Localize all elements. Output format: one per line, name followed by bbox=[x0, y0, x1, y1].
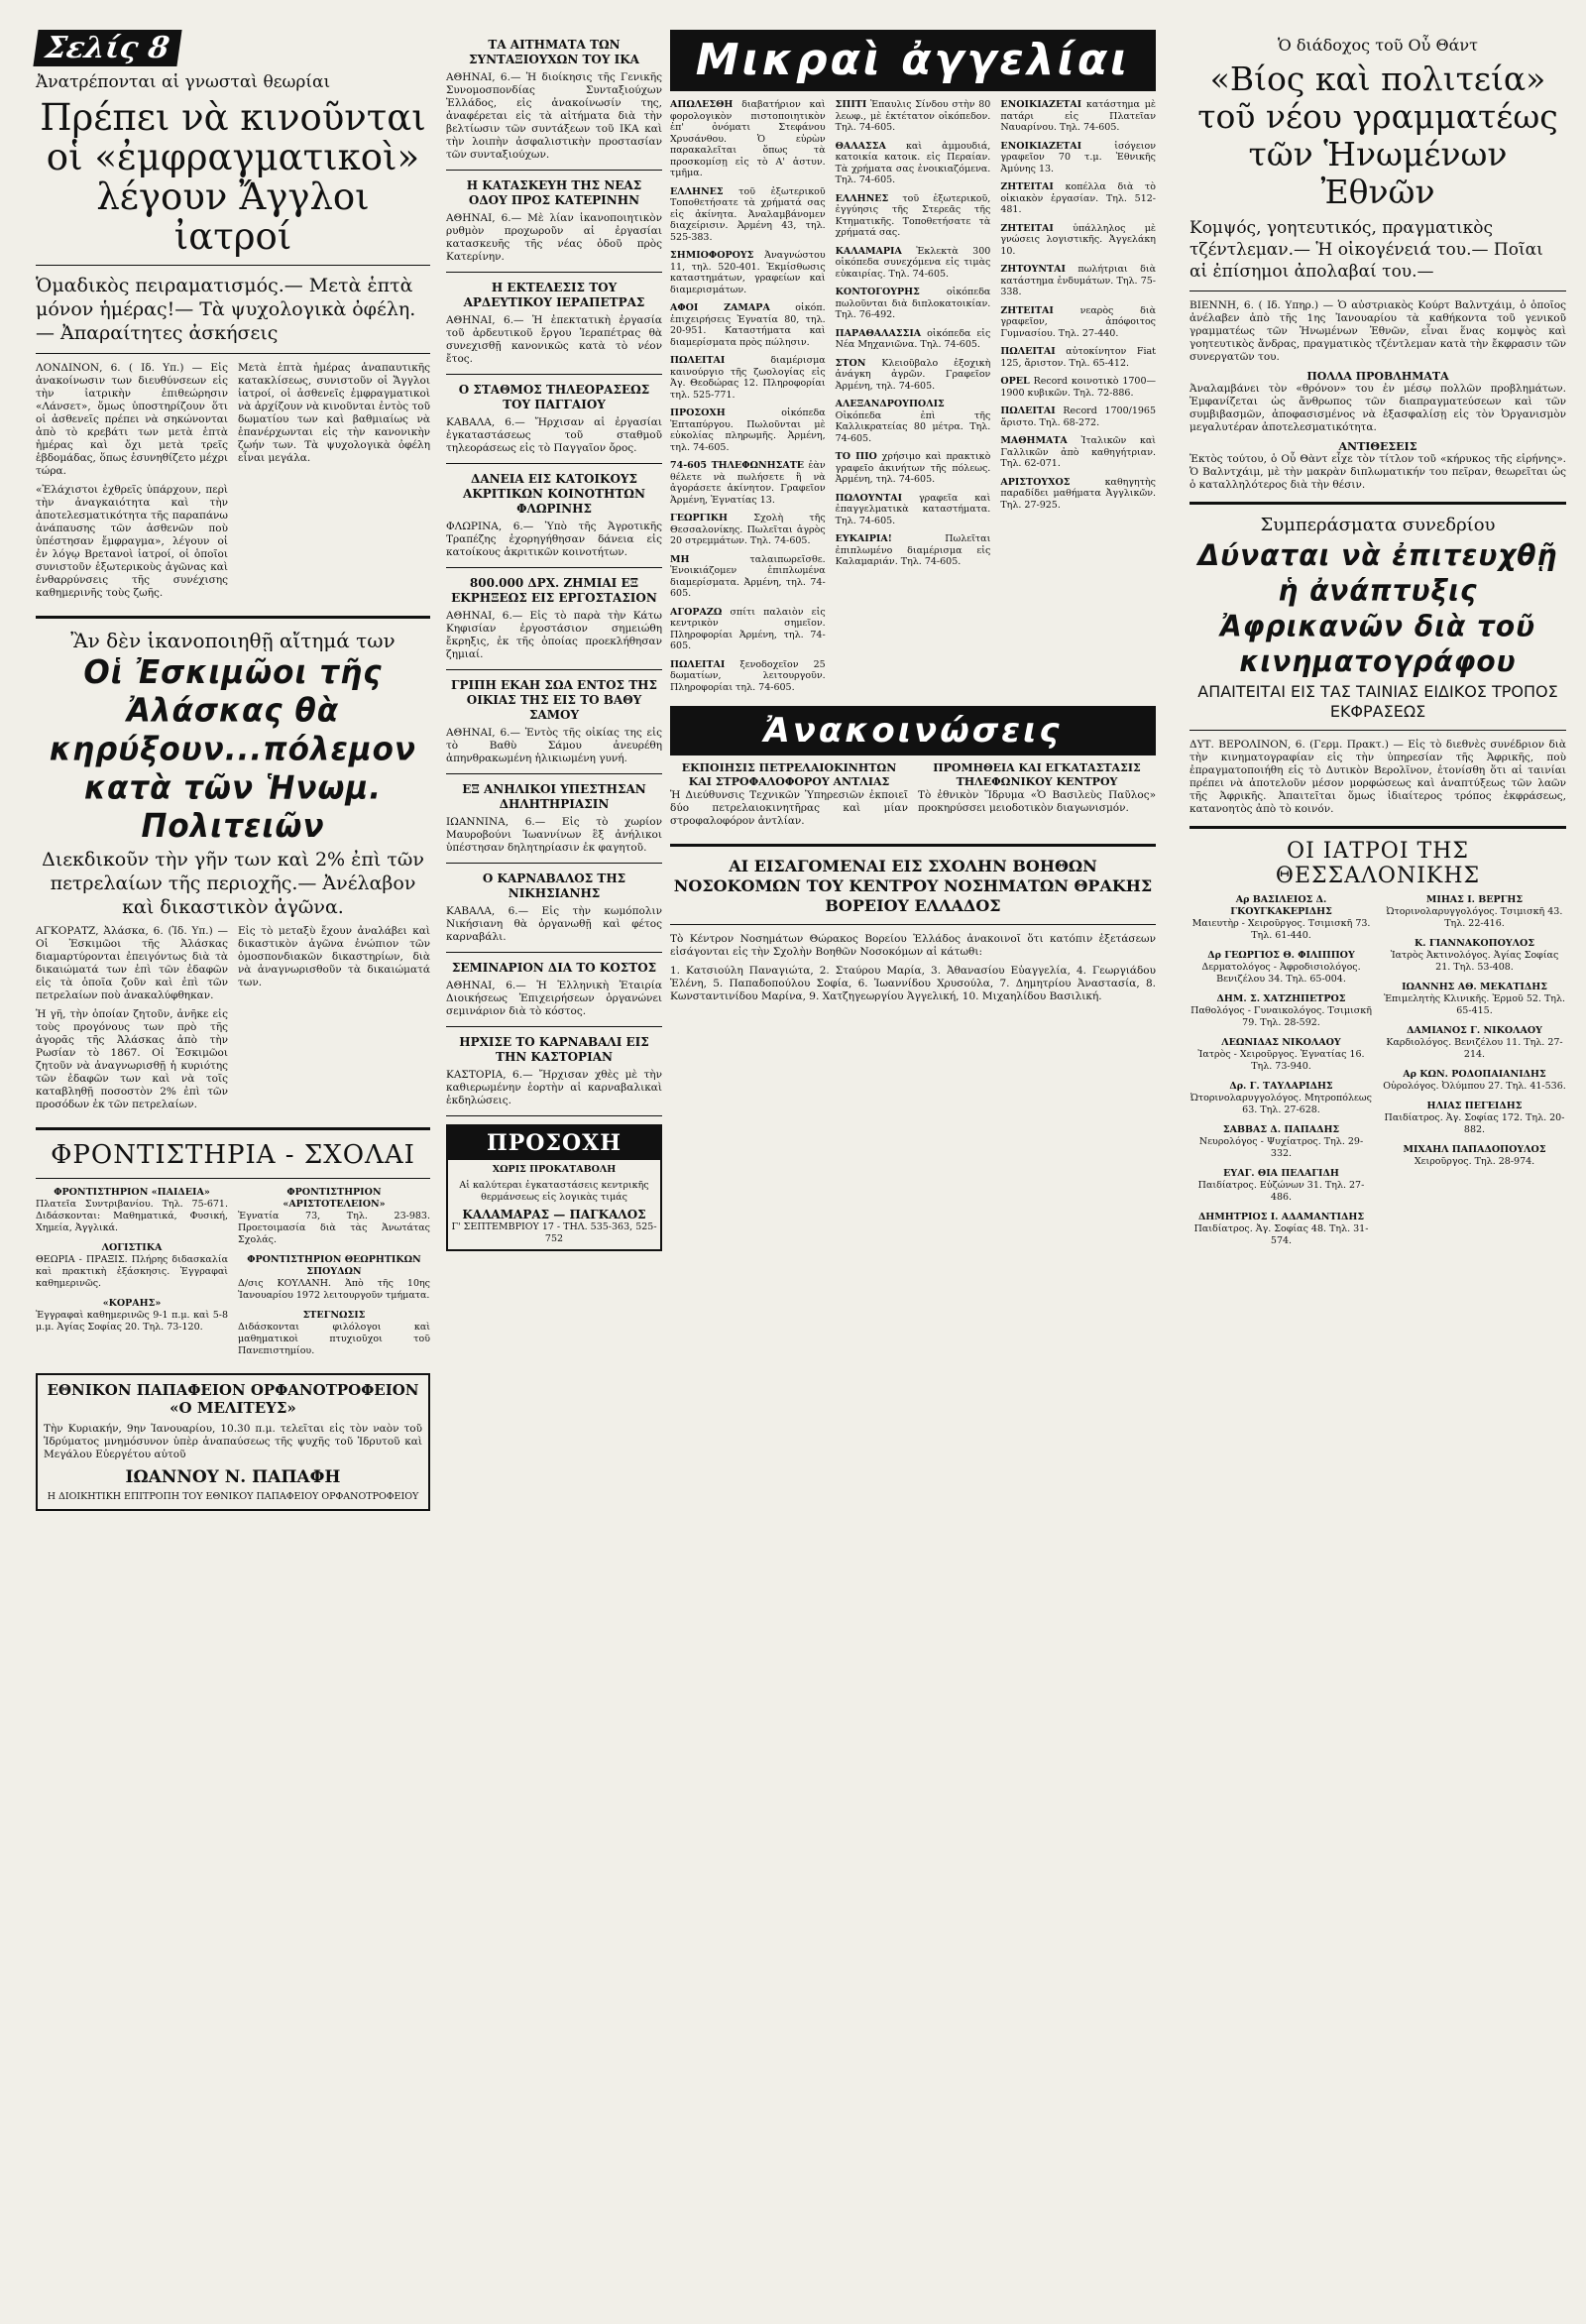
nursing-school-title: ΑΙ ΕΙΣΑΓΟΜΕΝΑΙ ΕΙΣ ΣΧΟΛΗΝ ΒΟΗΘΩΝ ΝΟΣΟΚΟΜΩΝ ΤΟΥ ΚΕΝΤΡΟΥ ΝΟΣΗΜΑΤΩΝ ΘΡΑΚΗΣ ΒΟΡΕΙΟΥ ΕΛΛΑΔΟΣ bbox=[673, 857, 1153, 915]
classified-keyword: ΑΦΟΙ ΖΑΜΑΡΑ bbox=[670, 302, 770, 313]
classified-text: Σχολὴ τῆς Θεσσαλονίκης. Πωλεῖται ἀγρὸς 20 στρεμμάτων. Τηλ. 74-605. bbox=[670, 513, 826, 546]
classified-text: ἐὰν θέλετε νὰ πωλήσετε ἢ νὰ ἀγοράσετε ἀκίνητον. Γραφεῖον Ἀρμένη, Ἐγνατίας 13. bbox=[670, 460, 826, 506]
announcements-banner: Ἀνακοινώσεις bbox=[670, 706, 1156, 755]
school-text: Πλατεῖα Συντριβανίου. Τηλ. 75-671. Διδάσκονται: Μαθηματικά, Φυσική, Χημεία, Ἀγγλικά. bbox=[36, 1199, 228, 1233]
brief-title: ΗΡΧΙΣΕ ΤΟ ΚΑΡΝΑΒΑΛΙ ΕΙΣ ΤΗΝ ΚΑΣΤΟΡΙΑΝ bbox=[459, 1035, 649, 1064]
classified-keyword: ΤΟ ΠΙΟ bbox=[835, 451, 877, 462]
classified-text: οἰκόπεδα πωλοῦνται διὰ διπλοκατοικίαν. Τηλ. 76-492. bbox=[835, 287, 991, 320]
brief-text: ΑΘΗΝΑΙ, 6.— Ἡ διοίκησις τῆς Γενικῆς Συνομοσπονδίας Συνταξιούχων Ἑλλάδος, εἰς ἀνακοίνωσίν της, ἀναφέρεται εἰς τὰ αἰτήματα διὰ τὴν βελτίωσιν τῶν συντάξεων τοῦ ΙΚΑ καὶ τὴν λοιπὴν ἀσφαλιστικὴν προστασίαν τῶν συνταξιούχων. bbox=[446, 71, 662, 161]
un-deck: Κομψός, γοητευτικός, πραγματικὸς τζέντλεμαν.— Ἡ οἰκογένειά του.— Ποῖαι αἱ ἐπίσημοι ἀπολαβαί του.— bbox=[1190, 218, 1543, 282]
classified-text: οἰκόπεδα εἰς Νέα Μηχανιῶνα. Τηλ. 74-605. bbox=[835, 327, 991, 350]
classified-keyword: ΠΩΛΕΙΤΑΙ bbox=[670, 658, 726, 670]
classifieds-banner: Μικραὶ ἀγγελίαι bbox=[670, 30, 1156, 91]
classified-keyword: ΜΑΘΗΜΑΤΑ bbox=[1000, 435, 1068, 446]
classified-keyword: ΠΩΛΕΙΤΑΙ bbox=[670, 355, 726, 366]
classified-ad bbox=[670, 186, 826, 244]
doctor-name: Δρ. Γ. ΤΑΥΛΑΡΙΔΗΣ bbox=[1229, 1081, 1333, 1092]
school-name: «ΚΟΡΑΗΣ» bbox=[102, 1298, 162, 1309]
classified-keyword: ΚΑΛΑΜΑΡΙΑ bbox=[835, 245, 902, 257]
classified-text: σπίτι παλαιὸν εἰς κεντρικὸν σημεῖον. Πληροφορίαι Ἀρμένη, τηλ. 74-605. bbox=[670, 606, 826, 651]
brief-title: Ο ΚΑΡΝΑΒΑΛΟΣ ΤΗΣ ΝΙΚΗΣΙΑΝΗΣ bbox=[482, 872, 626, 900]
brief-text: ΦΛΩΡΙΝΑ, 6.— Ὑπὸ τῆς Ἀγροτικῆς Τραπέζης ἐχορηγήθησαν δάνεια εἰς κατοίκους ἀκριτικῶν κοινοτήτων. bbox=[446, 521, 662, 558]
doctor-info: Ὠτορινολαρυγγολόγος. Τσιμισκῆ 43. Τηλ. 22-416. bbox=[1386, 906, 1563, 929]
classified-text: ξενοδοχεῖον 25 δωματίων, λειτουργοῦν. Πληροφορίαι τηλ. 74-605. bbox=[670, 658, 826, 693]
eskimo-body-2: Ἡ γῆ, τὴν ὁποίαν ζητοῦν, ἀνῆκε εἰς τοὺς προγόνους των πρὸ τῆς ἀγορᾶς τῆς Ἀλάσκας ἀπὸ τὴν Ρωσίαν τὸ 1867. Οἱ Ἐσκιμῶοι ζητοῦν νὰ ἀναγνωρισθῇ ἡ κυριότης τῶν ἐδαφῶν των καὶ νὰ τοῖς καταβληθῇ ποσοστὸν 2% ἐπὶ τῶν προσόδων ἐκ τῶν πετρελαίων. bbox=[36, 1008, 228, 1110]
classified-keyword: ΠΑΡΑΘΑΛΑΣΣΙΑ bbox=[835, 327, 922, 339]
column-right bbox=[1190, 30, 1566, 1255]
classified-text: Record κοινοτικὸ 1700—1900 κυβικῶν. Τηλ. 72-886. bbox=[1000, 376, 1156, 399]
classified-ad bbox=[1000, 181, 1156, 216]
doctor-info: Παιδίατρος. Ἀγ. Σοφίας 48. Τηλ. 31-574. bbox=[1193, 1223, 1369, 1246]
brief-text: ΚΑΒΑΛΑ, 6.— Ἤρχισαν αἱ ἐργασίαι ἐγκαταστάσεως τοῦ σταθμοῦ τηλεοράσεως εἰς τὸ Παγγαῖον ὄρος. bbox=[446, 416, 662, 454]
doctor-name: ΜΙΗΑΣ Ι. ΒΕΡΓΗΣ bbox=[1425, 894, 1524, 905]
doctor-info: Παιδίατρος. Εὐζώνων 31. Τηλ. 27-486. bbox=[1197, 1180, 1365, 1203]
classified-ad bbox=[836, 141, 991, 186]
classified-keyword: ΠΩΛΟΥΝΤΑΙ bbox=[835, 492, 903, 504]
brief-title: ΓΡΙΠΗ ΕΚΑΗ ΣΩΑ ΕΝΤΟΣ ΤΗΣ ΟΙΚΙΑΣ ΤΗΣ ΕΙΣ ΤΟ ΒΑΘΥ ΣΑΜΟΥ bbox=[451, 678, 657, 722]
doctor-entry bbox=[1190, 1124, 1373, 1160]
classified-text: ταλαιπωρεῖσθε. Ἐνοικιάζομεν ἐπιπλωμένα διαμερίσματα. Ἀρμένη, τηλ. 74-605. bbox=[670, 553, 826, 599]
doctor-entry bbox=[1383, 1144, 1566, 1168]
classified-ad bbox=[1000, 264, 1156, 298]
doctor-info: Ὠτορινολαρυγγολόγος. Μητροπόλεως 63. Τηλ. 27-628. bbox=[1190, 1093, 1372, 1115]
classified-text: Οἰκόπεδα ἐπὶ τῆς Καλλικρατείας 80 μέτρα. Τηλ. 74-605. bbox=[835, 409, 991, 444]
doctor-name: ΙΩΑΝΝΗΣ ΑΘ. ΜΕΚΑΤΙΔΗΣ bbox=[1402, 982, 1547, 992]
brief-text: ΚΑΒΑΛΑ, 6.— Εἰς τὴν κωμόπολιν Νικήσιανη θὰ ὀργανωθῇ καὶ φέτος καρναβάλι. bbox=[446, 905, 662, 943]
classified-keyword: ΑΓΟΡΑΖΩ bbox=[670, 606, 723, 618]
brief-text: ΑΘΗΝΑΙ, 6.— Ἐντὸς τῆς οἰκίας της εἰς τὸ Βαθὺ Σάμου ἀνευρέθη ἀπηνθρακωμένη ἡλικιωμένη γυνή. bbox=[446, 727, 662, 764]
orphanage-sign: Η ΔΙΟΙΚΗΤΙΚΗ ΕΠΙΤΡΟΠΗ ΤΟΥ ΕΘΝΙΚΟΥ ΠΑΠΑΦΕΙΟΥ ΟΡΦΑΝΟΤΡΟΦΕΙΟΥ bbox=[47, 1491, 419, 1502]
classified-keyword: ΕΝΟΙΚΙΑΖΕΤΑΙ bbox=[1000, 99, 1082, 110]
classified-ad bbox=[670, 407, 826, 453]
conf-headline: Δύναται νὰ ἐπιτευχθῇ ἡ ἀνάπτυξις Ἀφρικανῶν διὰ τοῦ κινηματογράφου bbox=[1197, 537, 1558, 679]
classified-text: Ἐπαυλις Σίνδου στὴν 80 λεωφ., μὲ ἐκτέτατον οἰκόπεδον. Τηλ. 74-605. bbox=[835, 99, 991, 133]
school-name: ΦΡΟΝΤΙΣΤΗΡΙΟΝ «ΠΑΙΔΕΙΑ» bbox=[54, 1187, 210, 1198]
classified-ad bbox=[670, 250, 826, 295]
doctor-info: Ἰατρὸς Ἀκτινολόγος. Ἀγίας Σοφίας 21. Τηλ. 53-408. bbox=[1390, 950, 1559, 973]
classified-text: οἰκόπεδα Ἐπταπύργου. Πωλοῦνται μὲ εὐκολίας πληρωμῆς. Ἀρμένη, τηλ. 74-605. bbox=[670, 407, 826, 453]
eskimo-deck: Διεκδικοῦν τὴν γῆν των καὶ 2% ἐπὶ τῶν πετρελαίων τῆς περιοχῆς.— Ἀνέλαβον καὶ δικαστικὸν ἀγῶνα. bbox=[42, 849, 424, 918]
classified-keyword: ΑΛΕΞΑΝΔΡΟΥΠΟΛΙΣ bbox=[835, 399, 945, 409]
doctor-name: Αρ ΒΑΣΙΛΕΙΟΣ Δ. ΓΚΟΥΓΚΑΚΕΡΙΔΗΣ bbox=[1230, 894, 1332, 917]
doctor-info: Ἐπιμελητὴς Κλινικῆς. Ἐρμοῦ 52. Τηλ. 65-415. bbox=[1383, 993, 1566, 1016]
column-classifieds bbox=[670, 30, 1156, 1009]
school-entry bbox=[238, 1187, 430, 1246]
orphanage-text: Τὴν Κυριακήν, 9ην Ἰανουαρίου, 10.30 π.μ. τελεῖται εἰς τὸν ναὸν τοῦ Ἱδρύματος μνημόσυνον ὑπὲρ ἀναπαύσεως τῆς ψυχῆς τοῦ Ἱδρυτοῦ καὶ Μεγάλου Εὐεργέτου αὐτοῦ bbox=[44, 1423, 422, 1460]
classified-keyword: ΣΤΟΝ bbox=[835, 357, 866, 369]
doctor-entry bbox=[1383, 894, 1566, 930]
classified-ad bbox=[1000, 376, 1156, 399]
un-subhead-2: ΑΝΤΙΘΕΣΕΙΣ bbox=[1338, 440, 1417, 453]
classified-ad bbox=[836, 328, 991, 351]
doctor-name: Αρ ΚΩΝ. ΡΟΔΟΠΑΙΑΝΙΔΗΣ bbox=[1403, 1069, 1546, 1080]
brief-title: ΔΑΝΕΙΑ ΕΙΣ ΚΑΤΟΙΚΟΥΣ ΑΚΡΙΤΙΚΩΝ ΚΟΙΝΟΤΗΤΩΝ ΦΛΩΡΙΝΗΣ bbox=[463, 472, 645, 516]
brief-text: ΚΑΣΤΟΡΙΑ, 6.— Ἤρχισαν χθὲς μὲ τὴν καθιερωμένην ἑορτὴν αἱ καρναβαλικαὶ ἐκδηλώσεις. bbox=[446, 1069, 662, 1106]
classified-text: κοπέλλα διὰ τὸ οἰκιακὸν ἐργασίαν. Τηλ. 512-481. bbox=[1000, 181, 1156, 215]
school-text: ΘΕΩΡΙΑ - ΠΡΑΞΙΣ. Πλήρης διδασκαλία καὶ πρακτικὴ ἐξάσκησις. Ἐγγραφαὶ καθημερινῶς. bbox=[36, 1254, 228, 1289]
classified-text: διαμέρισμα καινούργιο τῆς ζωολογίας εἰς Ἀγ. Θεοδώρας 12. Πληροφορίαι τηλ. 525-771. bbox=[670, 355, 826, 401]
orphanage-name: ΙΩΑΝΝΟΥ Ν. ΠΑΠΑΦΗ bbox=[125, 1467, 341, 1487]
eskimo-headline: Οἱ Ἐσκιμῶοι τῆς Ἀλάσκας θὰ κηρύξουν...πόλεμον κατὰ τῶν Ἡνωμ. Πολιτειῶν bbox=[49, 653, 417, 846]
brief-title: ΕΞ ΑΝΗΛΙΚΟΙ ΥΠΕΣΤΗΣΑΝ ΔΗΛΗΤΗΡΙΑΣΙΝ bbox=[462, 782, 646, 811]
classified-ad bbox=[670, 460, 826, 506]
announcement-title: ΕΚΠΟΙΗΣΙΣ ΠΕΤΡΕΛΑΙΟΚΙΝΗΤΩΝ ΚΑΙ ΣΤΡΟΦΑΛΟΦΟΡΟΥ ΑΝΤΛΙΑΣ bbox=[681, 761, 897, 788]
announcements-grid bbox=[670, 761, 1156, 834]
classified-keyword: ΣΠΙΤΙ bbox=[835, 99, 867, 110]
brief-text: ΙΩΑΝΝΙΝΑ, 6.— Εἰς τὸ χωρίον Μαυροβούνι Ἰωαννίνων ἓξ ἀνήλικοι ὑπέστησαν δηλητηρίασιν ἐκ φαγητοῦ. bbox=[446, 816, 662, 854]
classified-text: τοῦ ἐξωτερικοῦ, ἐγγύησις τῆς Στερεᾶς τῆς Κτηματικῆς. Τοποθετήσατε τὰ χρήματά σας. bbox=[835, 192, 991, 238]
classified-text: Πωλεῖται ἐπιπλωμένο διαμέρισμα εἰς Καλαμαριάν. Τηλ. 74-605. bbox=[835, 533, 991, 567]
classified-ad bbox=[670, 513, 826, 547]
un-body-1: ΒΙΕΝΝΗ, 6. ( Ιδ. Υπηρ.) — Ὁ αὐστριακὸς Κούρτ Βαλντχάιμ, ὁ ὁποῖος ἀνέλαβεν ἀπὸ τῆς 1ης Ἰανουαρίου τὰ καθήκοντα τοῦ γενικοῦ γραμματέως τῶν Ἡνωμένων Ἐθνῶν, εἶναι ἕνας κομψὸς καὶ γοητευτικὸς ἄνδρας, πραγματικὸς τζέντλεμαν κατὰ τὴν ἔκφρασιν τῶν συνεργατῶν του. bbox=[1190, 299, 1566, 363]
classified-text: Ἐκλεκτὰ 300 οἰκόπεδα συνεχόμενα εἰς τιμὰς εὐκαιρίας. Τηλ. 74-605. bbox=[835, 245, 991, 280]
article-body-1: ΛΟΝΔΙΝΟΝ, 6. ( Ιδ. Υπ.) — Εἰς ἀνακοίνωσιν των διευθύνσεων εἰς τὴν ἰατρικὴν ἐπιθεώρησιν «Λάνσετ», ὅμως ὑποστηρίζουν ὅτι οἱ ἀσθενεῖς πρέπει νὰ σηκώνονται ἀπὸ τὸ κρεβάτι των μετὰ ἑπτὰ ἡμέρας καὶ ὄχι μετὰ τρεῖς ἑβδομάδας, ὅπως ἐσυνηθίζετο μέχρι τώρα. bbox=[36, 362, 228, 477]
school-name: ΣΤΕΓΝΩΣΙΣ bbox=[302, 1310, 366, 1321]
prosoxi-ad bbox=[446, 1124, 662, 1251]
brief-text: ΑΘΗΝΑΙ, 6.— Μὲ λίαν ἱκανοποιητικὸν ρυθμὸν προχωροῦν αἱ ἐργασίαι κατασκευῆς τῆς νέας ὁδοῦ πρὸς Κατερίνην. bbox=[446, 212, 662, 263]
classified-ad bbox=[670, 355, 826, 401]
classified-text: ὑπάλληλος μὲ γνώσεις λογιστικῆς. Ἀγγελάκη 10. bbox=[1000, 222, 1156, 257]
brief-title: ΤΑ ΑΙΤΗΜΑΤΑ ΤΩΝ ΣΥΝΤΑΞΙΟΥΧΩΝ ΤΟΥ ΙΚΑ bbox=[469, 38, 639, 66]
doctor-entry bbox=[1190, 1037, 1373, 1073]
doctor-entry bbox=[1190, 894, 1373, 942]
classified-ad bbox=[1000, 477, 1156, 512]
doctor-info: Χειροῦργος. Τηλ. 28-974. bbox=[1414, 1156, 1535, 1167]
doctor-info: Ἰατρὸς - Χειροῦργος. Ἐγνατίας 16. Τηλ. 73-940. bbox=[1197, 1049, 1365, 1072]
un-body-2: Ἀναλαμβάνει τὸν «θρόνον» του ἐν μέσῳ πολλῶν προβλημάτων. Ἐμφανίζεται ὡς ἄνθρωπος τῶν διαπραγματεύσεων καὶ τῶν συμβιβασμῶν, ἀποφασισμένος νὰ ἐξασφαλίσῃ εἰς τὸν Ὀργανισμὸν μεγαλυτέραν ἀποτελεσματικότητα. bbox=[1190, 383, 1566, 433]
eskimo-body-1: ΑΓΚΟΡΑΤΖ, Ἀλάσκα, 6. (Ἰδ. Υπ.) — Οἱ Ἐσκιμῶοι τῆς Ἀλάσκας διαμαρτύρονται ἐπειγόντως διὰ τὰ δικαιώματά των ἐπὶ τῶν ἐδαφῶν εἰς τὰ ὁποῖα ζοῦν καὶ ἐπὶ τῶν πετρελαίων ποὺ ἀνακαλύφθηκαν. bbox=[36, 925, 228, 1001]
classified-ad bbox=[1000, 346, 1156, 369]
classified-text: γραφεῖα καὶ ἐπαγγελματικὰ καταστήματα. Τηλ. 74-605. bbox=[835, 492, 991, 526]
doctors-title: ΟΙ ΙΑΤΡΟΙ ΤΗΣ ΘΕΣΣΑΛΟΝΙΚΗΣ bbox=[1275, 839, 1481, 888]
classified-ad bbox=[670, 302, 826, 348]
un-kicker: Ὁ διάδοχος τοῦ Οὖ Θάντ bbox=[1278, 36, 1478, 55]
school-text: Ἐγνατία 73, Τηλ. 23-983. Προετοιμασία διὰ τὰς Ἀνωτάτας Σχολάς. bbox=[238, 1211, 430, 1245]
un-body-3: Ἐκτὸς τούτου, ὁ Οὖ Θὰντ εἶχε τὸν τίτλον τοῦ «κήρυκος τῆς εἰρήνης». Ὁ Βαλντχάιμ, μὲ τὴν μακρὰν διπλωματικήν του πεῖραν, θεωρεῖται ὡς ὁ καταλληλότερος διὰ τὴν θέσιν. bbox=[1190, 453, 1566, 491]
doctor-entry bbox=[1190, 993, 1373, 1029]
brief-text: ΑΘΗΝΑΙ, 6.— Ἡ ἐπεκτατικὴ ἐργασία τοῦ ἀρδευτικοῦ ἔργου Ἱεραπέτρας θὰ συνεχισθῇ κανονικῶς κατὰ τὸ νέον ἔτος. bbox=[446, 314, 662, 365]
brief-title: 800.000 ΔΡΧ. ΖΗΜΙΑΙ ΕΞ ΕΚΡΗΞΕΩΣ ΕΙΣ ΕΡΓΟΣΤΑΣΙΟΝ bbox=[451, 576, 657, 605]
conf-deck: ΑΠΑΙΤΕΙΤΑΙ ΕΙΣ ΤΑΣ ΤΑΙΝΙΑΣ ΕΙΔΙΚΟΣ ΤΡΟΠΟΣ ΕΚΦΡΑΣΕΩΣ bbox=[1197, 682, 1558, 721]
classified-ad bbox=[670, 607, 826, 652]
announcement-text: Ἡ Διεύθυνσις Τεχνικῶν Ὑπηρεσιῶν ἐκποιεῖ δύο πετρελαιοκινητῆρας καὶ μίαν στροφαλοφόρον ἀντλίαν. bbox=[670, 789, 908, 827]
classified-ad bbox=[836, 399, 991, 444]
classified-keyword: ΘΑΛΑΣΣΑ bbox=[835, 140, 886, 152]
classified-text: Ἰταλικῶν καὶ Γαλλικῶν ἀπὸ καθηγήτριαν. Τηλ. 62-071. bbox=[1000, 435, 1156, 469]
prosoxi-addr: Γ' ΣΕΠΤΕΜΒΡΙΟΥ 17 - ΤΗΛ. 535-363, 525-752 bbox=[451, 1221, 657, 1244]
doctor-info: Παθολόγος - Γυναικολόγος. Τσιμισκῆ 79. Τηλ. 28-592. bbox=[1190, 1005, 1372, 1028]
conf-kicker: Συμπεράσματα συνεδρίου bbox=[1260, 515, 1496, 535]
orphanage-title: ΕΘΝΙΚΟΝ ΠΑΠΑΦΕΙΟΝ ΟΡΦΑΝΟΤΡΟΦΕΙΟΝ «Ο ΜΕΛΙΤΕΥΣ» bbox=[47, 1381, 419, 1417]
nursing-school-text: Τὸ Κέντρον Νοσημάτων Θώρακος Βορείου Ἑλλάδος ἀνακοινοῖ ὅτι κατόπιν ἐξετάσεων εἰσάγονται εἰς τὴν Σχολὴν Βοηθῶν Νοσοκόμων αἱ κάτωθι: bbox=[670, 933, 1156, 958]
classified-ad bbox=[836, 99, 991, 134]
school-entry bbox=[238, 1254, 430, 1302]
doctor-info: Παιδίατρος. Ἀγ. Σοφίας 172. Τηλ. 20-882. bbox=[1384, 1112, 1565, 1135]
classified-keyword: ΖΗΤΕΙΤΑΙ bbox=[1000, 222, 1054, 234]
brief-title: Ο ΣΤΑΘΜΟΣ ΤΗΛΕΟΡΑΣΕΩΣ ΤΟΥ ΠΑΓΓΑΙΟΥ bbox=[458, 383, 650, 411]
classified-keyword: ΚΟΝΤΟΓΟΥΡΗΣ bbox=[835, 287, 920, 297]
doctor-entry bbox=[1383, 982, 1566, 1017]
article-body-2: «Ἐλάχιστοι ἐχθρεῖς ὑπάρχουν, περὶ τὴν ἀναγκαιότητα καὶ τὴν ἀποτελεσματικότητα τῆς παραπάνω ἀνάπαυσης τῶν ἀσθενῶν ποὺ ὑπέστησαν ἔμφραγμα», λέγουν οἱ ἐν λόγῳ Βρετανοὶ ἰατροί, οἱ ὁποῖοι συνιστοῦν ἐξωτερικοὺς ἀγῶνας καὶ ἐνθαρρύνσεις τῆς συνέχισης καθημερινῆς τοὺς ζωῆς. bbox=[36, 484, 228, 599]
classified-keyword: ΠΩΛΕΙΤΑΙ bbox=[1000, 406, 1056, 416]
classified-ad bbox=[1000, 223, 1156, 258]
classified-ad bbox=[670, 554, 826, 600]
prosoxi-text: Αἱ καλύτεραι ἐγκαταστάσεις κεντρικῆς θερμάνσεως εἰς λογικὰς τιμάς bbox=[459, 1180, 649, 1203]
classified-text: Record 1700/1965 ἄριστο. Τηλ. 68-272. bbox=[1000, 406, 1156, 428]
doctor-name: Δρ ΓΕΩΡΓΙΟΣ Θ. ΦΙΛΙΠΠΟΥ bbox=[1207, 950, 1355, 961]
classified-keyword: ΖΗΤΕΙΤΑΙ bbox=[1000, 304, 1054, 316]
doctor-entry bbox=[1383, 1025, 1566, 1061]
school-name: ΦΡΟΝΤΙΣΤΗΡΙΟΝ «ΑΡΙΣΤΟΤΕΛΕΙΟΝ» bbox=[283, 1187, 386, 1210]
brief-title: ΣΕΜΙΝΑΡΙΟΝ ΔΙΑ ΤΟ ΚΟΣΤΟΣ bbox=[451, 961, 657, 975]
classified-ad bbox=[1000, 435, 1156, 470]
article-kicker: Ἀνατρέπονται αἱ γνωσταὶ θεωρίαι bbox=[36, 72, 331, 92]
doctor-name: ΔΑΜΙΑΝΟΣ Γ. ΝΙΚΟΛΑΟΥ bbox=[1407, 1025, 1542, 1036]
page-badge: Σελίς 8 bbox=[36, 30, 430, 66]
doctors-listing bbox=[1190, 894, 1566, 1255]
classified-keyword: ΓΕΩΡΓΙΚΗ bbox=[670, 513, 729, 523]
doctor-name: ΣΑΒΒΑΣ Δ. ΠΑΠΑΔΗΣ bbox=[1222, 1124, 1340, 1135]
school-entry bbox=[238, 1310, 430, 1357]
classified-keyword: ΖΗΤΕΙΤΑΙ bbox=[1000, 181, 1054, 192]
school-entry bbox=[36, 1187, 228, 1234]
classified-text: ἰσόγειον γραφεῖον 70 τ.μ. Ἐθνικῆς Ἀμύνης 13. bbox=[1000, 140, 1156, 174]
schools-title: ΦΡΟΝΤΙΣΤΗΡΙΑ - ΣΧΟΛΑΙ bbox=[51, 1140, 415, 1170]
announcement-title: ΠΡΟΜΗΘΕΙΑ ΚΑΙ ΕΓΚΑΤΑΣΤΑΣΙΣ ΤΗΛΕΦΩΝΙΚΟΥ ΚΕΝΤΡΟΥ bbox=[933, 761, 1141, 788]
doctor-entry bbox=[1383, 1069, 1566, 1093]
classified-ad bbox=[670, 99, 826, 179]
classified-keyword: ΑΠΩΛΕΣΘΗ bbox=[670, 99, 734, 110]
classified-text: Ἀναγνώστου 11, τηλ. 520-401. Ἐκμίσθωσις καταστημάτων, γραφείων καὶ διαμερισμάτων. bbox=[670, 250, 826, 295]
classified-keyword: ΠΩΛΕΙΤΑΙ bbox=[1000, 346, 1056, 357]
announcement-text: Τὸ ἐθνικὸν Ἵδρυμα «Ὁ Βασιλεὺς Παῦλος» προκηρύσσει μειοδοτικὸν διαγωνισμόν. bbox=[918, 789, 1156, 814]
classified-keyword: ΕΛΛΗΝΕΣ bbox=[670, 185, 724, 197]
classified-keyword: OPEL bbox=[1000, 376, 1030, 387]
school-text: Διδάσκονται φιλόλογοι καὶ μαθηματικοὶ πτυχιοῦχοι τοῦ Πανεπιστημίου. bbox=[238, 1322, 430, 1356]
classified-text: αὐτοκίνητον Fiat 125, ἄριστον. Τηλ. 65-412. bbox=[1000, 346, 1156, 369]
doctor-info: Νευρολόγος - Ψυχίατρος. Τηλ. 29-332. bbox=[1198, 1136, 1364, 1159]
brief-text: ΑΘΗΝΑΙ, 6.— Εἰς τὸ παρὰ τὴν Κάτω Κηφισίαν ἐργοστάσιον σημειώθη ἔκρηξις, ἐκ τῆς ὁποίας προεκλήθησαν ζημιαί. bbox=[446, 610, 662, 660]
doctor-name: ΕΥΑΓ. ΘΙΑ ΠΕΛΑΓΙΔΗ bbox=[1223, 1168, 1339, 1179]
classified-ad bbox=[1000, 406, 1156, 428]
classified-ad bbox=[670, 659, 826, 694]
school-name: ΦΡΟΝΤΙΣΤΗΡΙΟΝ ΘΕΩΡΗΤΙΚΩΝ ΣΠΟΥΔΩΝ bbox=[247, 1254, 421, 1277]
classified-keyword: ΜΗ bbox=[670, 553, 690, 565]
school-name: ΛΟΓΙΣΤΙΚΑ bbox=[101, 1242, 163, 1253]
classified-text: πωλήτριαι διὰ κατάστημα ἐνδυμάτων. Τηλ. 75-338. bbox=[1000, 264, 1156, 297]
classified-keyword: ΠΡΟΣΟΧΗ bbox=[670, 407, 726, 418]
classified-ad bbox=[1000, 141, 1156, 175]
classified-ad bbox=[1000, 305, 1156, 340]
doctor-entry bbox=[1190, 1168, 1373, 1204]
school-text: Δ/σις ΚΟΥΛΑΝΗ. Ἀπὸ τῆς 10ης Ἰανουαρίου 1972 λειτουργοῦν τμήματα. bbox=[238, 1278, 430, 1301]
classified-text: χρήσιμο καὶ πρακτικὸ γραφεῖο ἀκινήτων τῆς πόλεως. Ἀρμένη, τηλ. 74-605. bbox=[835, 451, 991, 485]
classified-keyword: ΕΥΚΑΙΡΙΑ! bbox=[835, 533, 892, 544]
eskimo-kicker: Ἂν δὲν ἱκανοποιηθῇ αἴτημά των bbox=[70, 629, 396, 652]
schools-listing bbox=[36, 1187, 430, 1365]
classified-keyword: ΕΝΟΙΚΙΑΖΕΤΑΙ bbox=[1000, 140, 1082, 152]
un-subhead-1: ΠΟΛΛΑ ΠΡΟΒΛΗΜΑΤΑ bbox=[1306, 370, 1449, 383]
doctor-name: ΔΗΜ. Σ. ΧΑΤΖΗΠΕΤΡΟΣ bbox=[1216, 993, 1346, 1004]
eskimo-body-3: Εἰς τὸ μεταξὺ ἔχουν ἀναλάβει καὶ δικαστικὸν ἀγῶνα ἐνώπιον τῶν ὁμοσπονδιακῶν δικαστηρίων, διὰ νὰ ἀναγνωρισθοῦν τὰ δικαιώματά των. bbox=[238, 925, 430, 988]
classified-ad bbox=[836, 451, 991, 486]
prosoxi-sub: ΧΩΡΙΣ ΠΡΟΚΑΤΑΒΟΛΗ bbox=[492, 1164, 617, 1175]
classified-ad bbox=[836, 246, 991, 281]
classified-ad bbox=[836, 533, 991, 568]
classified-keyword: ΖΗΤΟΥΝΤΑΙ bbox=[1000, 264, 1066, 275]
classified-keyword: ΣΗΜΙΟΦΟΡΟΥΣ bbox=[670, 250, 754, 261]
classified-text: καθηγητὴς παραδίδει μαθήματα Ἀγγλικῶν. Τηλ. 27-925. bbox=[1000, 476, 1156, 511]
classified-text: κατάστημα μὲ πατάρι εἰς Πλατεῖαν Ναυαρίνου. Τηλ. 74-605. bbox=[1000, 99, 1156, 133]
column-briefs bbox=[446, 30, 662, 1259]
doctor-entry bbox=[1383, 938, 1566, 974]
school-text: Ἐγγραφαὶ καθημερινῶς 9-1 π.μ. καὶ 5-8 μ.μ. Ἀγίας Σοφίας 20. Τηλ. 73-120. bbox=[36, 1310, 228, 1333]
classified-text: διαβατήριον καὶ φορολογικὸν πιστοποιητικὸν ἐπ' ὀνόματι Στεφάνου Χρυσάνθου. Ὁ εὑρὼν παρακαλεῖται ὅπως τὰ προσκομίσῃ εἰς τὸ Α' ἀστυν. τμῆμα. bbox=[670, 99, 826, 178]
doctor-name: ΛΕΩΝΙΔΑΣ ΝΙΚΟΛΑΟΥ bbox=[1221, 1037, 1341, 1048]
brief-title: Η ΚΑΤΑΣΚΕΥΗ ΤΗΣ ΝΕΑΣ ΟΔΟΥ ΠΡΟΣ ΚΑΤΕΡΙΝΗΝ bbox=[466, 178, 642, 207]
conf-body: ΔΥΤ. ΒΕΡΟΛΙΝΟΝ, 6. (Γερμ. Πρακτ.) — Εἰς τὸ διεθνὲς συνέδριον διὰ τὴν κινηματογραφίαν εἰς τὴν ὑπηρεσίαν τῆς Ἀφρικῆς, ποὺ ἐπραγματοποιήθη εἰς τὸ Δυτικὸν Βερολῖνον, ἐτονίσθη ὅτι αἱ ταινίαι πρέπει νὰ ἀποτελοῦν μέσον μορφώσεως καὶ ἀναπτύξεως τῶν λαῶν τῆς Ἀφρικῆς. Ἀπαιτεῖται ὅμως ἰδιαίτερος τρόπος ἐκφράσεως, κατανοητὸς ἀπὸ τὸ κοινόν. bbox=[1190, 739, 1566, 815]
doctor-info: Οὐρολόγος. Ὀλύμπου 27. Τηλ. 41-536. bbox=[1383, 1081, 1566, 1092]
classified-ad bbox=[836, 287, 991, 321]
classified-ad bbox=[836, 493, 991, 527]
classified-keyword: ΕΛΛΗΝΕΣ bbox=[835, 192, 889, 204]
classified-text: τοῦ ἐξωτερικοῦ Τοποθετήσατε τὰ χρήματά σας εἰς ἀκίνητα. Ἀναλαμβάνομεν διαχείρισιν. Ἀρμένη 43, τηλ. 525-383. bbox=[670, 185, 826, 243]
classified-text: οἰκόπ. ἐπιχειρήσεις Ἐγνατία 80, τηλ. 20-951. Καταστήματα καὶ διαμερίσματα πρὸς πώλησιν. bbox=[670, 302, 826, 348]
brief-text: ΑΘΗΝΑΙ, 6.— Ἡ Ἑλληνικὴ Ἑταιρία Διοικήσεως Ἐπιχειρήσεων ὀργανώνει σεμινάριον διὰ τὸ κόστος. bbox=[446, 980, 662, 1017]
orphanage-notice bbox=[36, 1373, 430, 1511]
doctor-info: Δερματολόγος - Ἀφροδισιολόγος. Βενιζέλου 34. Τηλ. 65-004. bbox=[1201, 962, 1361, 985]
doctor-entry bbox=[1383, 1101, 1566, 1136]
classified-keyword: ΑΡΙΣΤΟΥΧΟΣ bbox=[1000, 476, 1071, 488]
classifieds-grid bbox=[670, 99, 1156, 700]
article-headline: Πρέπει νὰ κινοῦνται οἱ «ἐμφραγματικοὶ» λέγουν Ἄγγλοι ἰατροί bbox=[40, 96, 426, 258]
un-headline: «Βίος καὶ πολιτεία» τοῦ νέου γραμματέως τῶν Ἡνωμένων Ἐθνῶν bbox=[1197, 59, 1558, 211]
article-body-3: Μετὰ ἑπτὰ ἡμέρας ἀναπαυτικῆς κατακλίσεως, συνιστοῦν οἱ Ἄγγλοι ἰατροί, οἱ ἀσθενεῖς ἐμφραγματικοὶ νὰ ἀρχίζουν νὰ κινοῦνται ἐντὸς τοῦ δωματίου των καὶ βαθμιαίως νὰ ἐπανέρχωνται εἰς τὴν κανονικὴν ζωήν των. Τὰ ψυχολογικὰ ὀφέλη εἶναι μεγάλα. bbox=[238, 362, 430, 464]
school-entry bbox=[36, 1298, 228, 1334]
doctor-name: ΜΙΧΑΗΛ ΠΑΠΑΔΟΠΟΥΛΟΣ bbox=[1403, 1144, 1546, 1155]
classified-ad bbox=[1000, 99, 1156, 134]
doctor-entry bbox=[1190, 1212, 1373, 1247]
article-deck: Ὁμαδικὸς πειραματισμός.— Μετὰ ἑπτὰ μόνον ἡμέρας!— Τὰ ψυχολογικὰ ὀφέλη.— Ἀπαραίτητες ἀσκήσεις bbox=[36, 275, 416, 344]
doctor-info: Καρδιολόγος. Βενιζέλου 11. Τηλ. 27-214. bbox=[1386, 1037, 1563, 1060]
brief-title: Η ΕΚΤΕΛΕΣΙΣ ΤΟΥ ΑΡΔΕΥΤΙΚΟΥ ΙΕΡΑΠΕΤΡΑΣ bbox=[463, 281, 645, 309]
classified-text: Κλειοῦβαλο ἐξοχικὴ ἀνάγκη ἀγρῶν. Γραφεῖον Ἀρμένη, τηλ. 74-605. bbox=[835, 357, 991, 392]
classified-text: νεαρὸς διὰ γραφεῖον, ἀπόφοιτος Γυμνασίου. Τηλ. 27-440. bbox=[1000, 304, 1156, 339]
nursing-school-names: 1. Κατσιούλη Παναγιώτα, 2. Σταύρου Μαρία, 3. Ἀθανασίου Εὐαγγελία, 4. Γεωργιάδου Ἑλένη, 5. Παπαδοπούλου Σοφία, 6. Ἰωαννίδου Χρυσούλα, 7. Δημητρίου Ἀναστασία, 8. Κωνσταντινίδου Μαρίνα, 9. Χατζηγεωργίου Ἀγγελική, 10. Μιχαηλίδου Βασιλική. bbox=[670, 965, 1156, 1002]
prosoxi-firm: ΚΑΛΑΜΑΡΑΣ — ΠΑΓΚΑΛΟΣ bbox=[462, 1208, 646, 1221]
doctor-info: Μαιευτὴρ - Χειροῦργος. Τσιμισκῆ 73. Τηλ. 61-440. bbox=[1191, 918, 1371, 941]
school-entry bbox=[36, 1242, 228, 1290]
doctor-name: ΗΛΙΑΣ ΠΕΓΕΙΔΗΣ bbox=[1426, 1101, 1523, 1111]
classified-ad bbox=[836, 358, 991, 393]
classified-text: καὶ ἀμμουδιά, κατοικία κατοικ. εἰς Περαίαν. Τὰ χρήματα σας ἐνοικιαζόμενα. Τηλ. 74-605. bbox=[835, 140, 991, 185]
classified-ad bbox=[836, 193, 991, 239]
doctor-name: ΔΗΜΗΤΡΙΟΣ Ι. ΑΔΑΜΑΝΤΙΔΗΣ bbox=[1197, 1212, 1365, 1222]
doctor-name: Κ. ΓΙΑΝΝΑΚΟΠΟΥΛΟΣ bbox=[1414, 938, 1535, 949]
classified-keyword: 74-605 ΤΗΛΕΦΩΝΗΣΑΤΕ bbox=[670, 460, 805, 471]
prosoxi-title: ΠΡΟΣΟΧΗ bbox=[448, 1126, 660, 1160]
column-left bbox=[36, 30, 430, 1519]
doctor-entry bbox=[1190, 1081, 1373, 1116]
doctor-entry bbox=[1190, 950, 1373, 986]
